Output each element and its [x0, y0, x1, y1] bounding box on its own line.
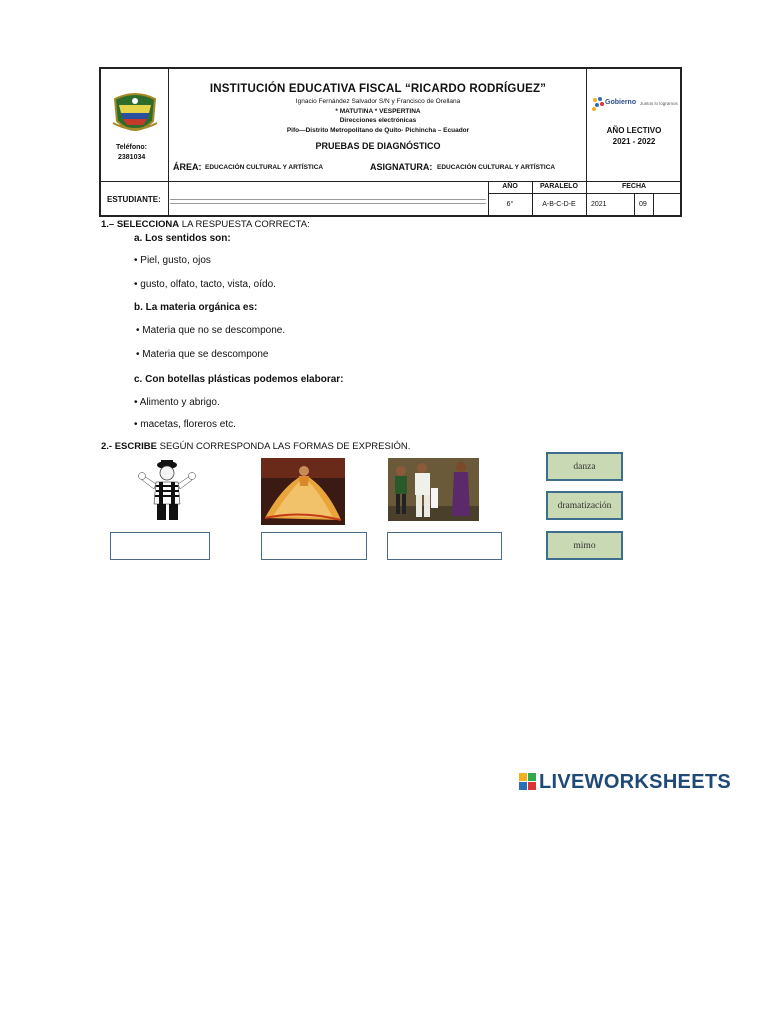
- phone-number: 2381034: [118, 154, 146, 161]
- school-location: Pifo—Distrito Metropolitano de Quito- Pichincha – Ecuador: [286, 127, 470, 134]
- answer-box-1[interactable]: [110, 532, 210, 560]
- school-address: Ignacio Fernández Salvador S/N y Francisco de Orellana: [295, 98, 461, 105]
- question-2-instruction: [101, 441, 410, 452]
- year-column-header: AÑO: [502, 183, 518, 190]
- student-line: [170, 199, 486, 200]
- theater-image: [388, 458, 479, 521]
- question-1-number: 1.– SELECCIONA: [101, 219, 180, 230]
- subject-label: ASIGNATURA:: [370, 162, 433, 172]
- question-1c-title: c. Con botellas plásticas podemos elaborar:: [134, 374, 344, 385]
- question-1c-option-2[interactable]: • macetas, floreros etc.: [134, 419, 236, 430]
- option-dramatizacion[interactable]: dramatización: [546, 491, 623, 520]
- answer-box-2[interactable]: [261, 532, 367, 560]
- liveworksheets-watermark: LIVEWORKSHEETS: [539, 771, 731, 793]
- year-value: 6°: [506, 201, 514, 208]
- question-1-instruction: [101, 219, 310, 230]
- question-1a-option-1[interactable]: • Piel, gusto, ojos: [134, 255, 211, 266]
- option-danza[interactable]: danza: [546, 452, 623, 481]
- parallel-value: A-B-C-D-E: [542, 201, 576, 208]
- question-2-number: 2.- ESCRIBE: [101, 441, 157, 452]
- date-year-value: 2021: [591, 201, 607, 208]
- school-schedule: * MATUTINA * VESPERTINA: [335, 108, 421, 115]
- question-1a-option-2[interactable]: • gusto, olfato, tacto, vista, oído.: [134, 279, 276, 290]
- question-1b-title: b. La materia orgánica es:: [134, 302, 258, 313]
- test-title: PRUEBAS DE DIAGNÓSTICO: [315, 141, 441, 151]
- date-month-value: 09: [639, 201, 647, 208]
- dance-image: [261, 458, 345, 525]
- area-label: ÁREA:: [173, 162, 202, 172]
- option-mimo[interactable]: mimo: [546, 531, 623, 560]
- institution-name: INSTITUCIÓN EDUCATIVA FISCAL “RICARDO RODRÍGUEZ”: [209, 83, 547, 95]
- phone-label: Teléfono:: [116, 144, 147, 151]
- subject-value: EDUCACIÓN CULTURAL Y ARTÍSTICA: [437, 164, 556, 171]
- question-1c-option-1[interactable]: • Alimento y abrigo.: [134, 397, 220, 408]
- question-1a-title: a. Los sentidos son:: [134, 233, 231, 244]
- student-line: [170, 203, 486, 204]
- school-crest-logo: [111, 91, 159, 137]
- divider: [99, 181, 682, 182]
- government-logo-text: Gobierno: [605, 99, 637, 106]
- question-1-text: LA RESPUESTA CORRECTA:: [179, 219, 310, 230]
- question-2-text: SEGÚN CORRESPONDA LAS FORMAS DE EXPRESIÓN.: [156, 441, 411, 452]
- divider: [653, 193, 654, 217]
- government-logo-icon: [591, 96, 605, 112]
- school-year: 2021 - 2022: [612, 137, 656, 146]
- mime-image: [136, 456, 198, 522]
- divider: [634, 193, 635, 217]
- date-column-header: FECHA: [621, 183, 647, 190]
- area-value: EDUCACIÓN CULTURAL Y ARTÍSTICA: [205, 164, 324, 171]
- government-logo-slogan: Juntos lo logramos: [640, 101, 678, 106]
- liveworksheets-logo-icon: [519, 773, 537, 791]
- question-1b-option-2[interactable]: • Materia que se descompone: [136, 349, 269, 360]
- student-label: ESTUDIANTE:: [107, 195, 161, 204]
- answer-box-3[interactable]: [387, 532, 502, 560]
- question-1b-option-1[interactable]: • Materia que no se descompone.: [136, 325, 286, 336]
- emails-label: Direcciones electrónicas: [339, 117, 417, 124]
- parallel-column-header: PARALELO: [540, 183, 578, 190]
- school-year-label: AÑO LECTIVO: [606, 126, 662, 135]
